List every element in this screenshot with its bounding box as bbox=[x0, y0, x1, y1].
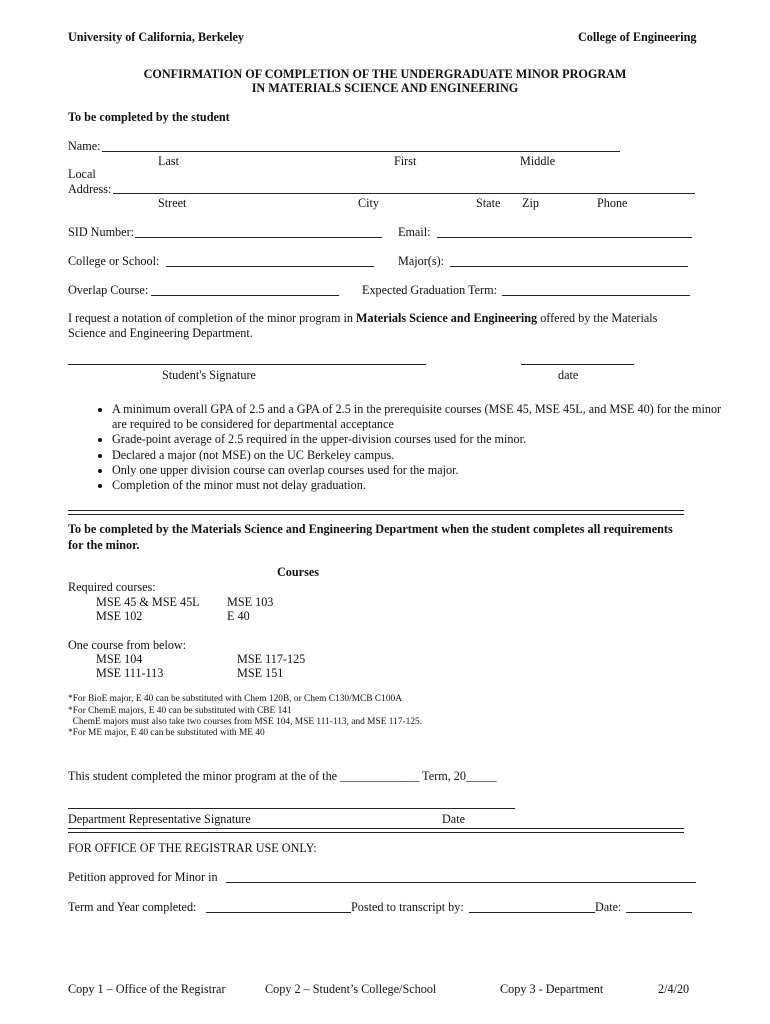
required-courses-label: Required courses: bbox=[68, 580, 156, 594]
overlap-label: Overlap Course: bbox=[68, 283, 149, 297]
substitution-note: ChemE majors must also take two courses from MSE 104, MSE 111-113, and MSE 117-125. bbox=[68, 717, 423, 727]
college-label: College or School: bbox=[68, 254, 160, 268]
dept-section-heading: To be completed by the Materials Science and Engineering Department when the student completes all requirements bbox=[68, 522, 673, 536]
overlap-field[interactable] bbox=[151, 295, 339, 296]
footer-date: 2/4/20 bbox=[658, 982, 690, 996]
college-header: College of Engineering bbox=[578, 30, 697, 44]
registrar-date-label: Date: bbox=[595, 900, 622, 914]
list-item: • Only one upper division course can overlap courses used for the major. bbox=[112, 463, 724, 478]
registrar-heading: FOR OFFICE OF THE REGISTRAR USE ONLY: bbox=[68, 841, 317, 855]
grad-term-field[interactable] bbox=[502, 295, 690, 296]
majors-field[interactable] bbox=[450, 266, 688, 267]
course-item: MSE 151 bbox=[237, 666, 284, 680]
form-title-line2: IN MATERIALS SCIENCE AND ENGINEERING bbox=[251, 81, 519, 95]
date-caption: date bbox=[558, 368, 579, 382]
zip-caption: Zip bbox=[522, 196, 539, 210]
student-date-field[interactable] bbox=[521, 364, 634, 365]
address-field[interactable] bbox=[113, 193, 695, 194]
phone-caption: Phone bbox=[597, 196, 628, 210]
one-course-label: One course from below: bbox=[68, 638, 187, 652]
name-label: Name: bbox=[68, 139, 101, 153]
substitution-note: *For BioE major, E 40 can be substituted with Chem 120B, or Chem C130/MCB C100A bbox=[68, 694, 402, 704]
petition-label: Petition approved for Minor in bbox=[68, 870, 218, 884]
state-caption: State bbox=[476, 196, 501, 210]
dept-section-heading-line2: for the minor. bbox=[68, 538, 140, 552]
course-item: MSE 102 bbox=[96, 609, 143, 623]
term-year-field[interactable] bbox=[206, 912, 351, 913]
signature-caption: Student's Signature bbox=[162, 368, 256, 382]
course-item: MSE 103 bbox=[227, 595, 274, 609]
city-caption: City bbox=[358, 196, 379, 210]
course-item: E 40 bbox=[227, 609, 250, 623]
section-divider bbox=[68, 510, 684, 515]
footer-copy2: Copy 2 – Student’s College/School bbox=[265, 982, 437, 996]
requirements-list bbox=[86, 402, 724, 493]
list-item: • Declared a major (not MSE) on the UC Berkeley campus. bbox=[112, 448, 724, 463]
form-title-line1: CONFIRMATION OF COMPLETION OF THE UNDERGRADUATE MINOR PROGRAM bbox=[143, 67, 627, 81]
university-header: University of California, Berkeley bbox=[68, 30, 245, 44]
first-name-caption: First bbox=[394, 154, 417, 168]
email-field[interactable] bbox=[437, 237, 692, 238]
substitution-note: *For ChemE majors, E 40 can be substituted with CBE 141 bbox=[68, 706, 292, 716]
course-item: MSE 104 bbox=[96, 652, 143, 666]
address-label: Address: bbox=[68, 182, 112, 196]
list-item: • Grade-point average of 2.5 required in the upper-division courses used for the minor. bbox=[112, 432, 724, 447]
street-caption: Street bbox=[158, 196, 187, 210]
dept-date-caption: Date bbox=[442, 812, 466, 826]
courses-title: Courses bbox=[277, 565, 319, 579]
list-item: • A minimum overall GPA of 2.5 and a GPA of 2.5 in the prerequisite courses (MSE 45, MSE 45L, and MSE 40) for the minor are required to be considered for departmental acceptance bbox=[112, 402, 724, 432]
petition-minor-field[interactable] bbox=[226, 882, 696, 883]
footer-copy3: Copy 3 - Department bbox=[500, 982, 604, 996]
term-year-label: Term and Year completed: bbox=[68, 900, 197, 914]
local-label: Local bbox=[68, 167, 96, 181]
majors-label: Major(s): bbox=[398, 254, 445, 268]
dept-signature-field[interactable] bbox=[68, 808, 515, 809]
college-field[interactable] bbox=[166, 266, 374, 267]
course-item: MSE 117-125 bbox=[237, 652, 306, 666]
sid-label: SID Number: bbox=[68, 225, 135, 239]
course-item: MSE 111-113 bbox=[96, 666, 164, 680]
last-name-caption: Last bbox=[158, 154, 179, 168]
request-statement-line2: Science and Engineering Department. bbox=[68, 326, 253, 340]
student-signature-field[interactable] bbox=[68, 364, 426, 365]
dept-signature-caption: Department Representative Signature bbox=[68, 812, 251, 826]
student-section-heading: To be completed by the student bbox=[68, 110, 230, 124]
list-item: • Completion of the minor must not delay graduation. bbox=[112, 478, 724, 493]
middle-name-caption: Middle bbox=[520, 154, 556, 168]
substitution-note: *For ME major, E 40 can be substituted with ME 40 bbox=[68, 728, 265, 738]
request-statement: I request a notation of completion of the minor program in Materials Science and Engineering offered by the Materials bbox=[68, 311, 658, 325]
completion-statement: This student completed the minor program at the of the _____________ Term, 20_____ bbox=[68, 769, 497, 783]
course-item: MSE 45 & MSE 45L bbox=[96, 595, 200, 609]
posted-by-field[interactable] bbox=[469, 912, 595, 913]
grad-term-label: Expected Graduation Term: bbox=[362, 283, 497, 297]
registrar-date-field[interactable] bbox=[626, 912, 692, 913]
name-field[interactable] bbox=[102, 151, 620, 152]
footer-copy1: Copy 1 – Office of the Registrar bbox=[68, 982, 226, 996]
sid-field[interactable] bbox=[135, 237, 382, 238]
posted-by-label: Posted to transcript by: bbox=[351, 900, 464, 914]
email-label: Email: bbox=[398, 225, 431, 239]
section-divider bbox=[68, 828, 684, 833]
